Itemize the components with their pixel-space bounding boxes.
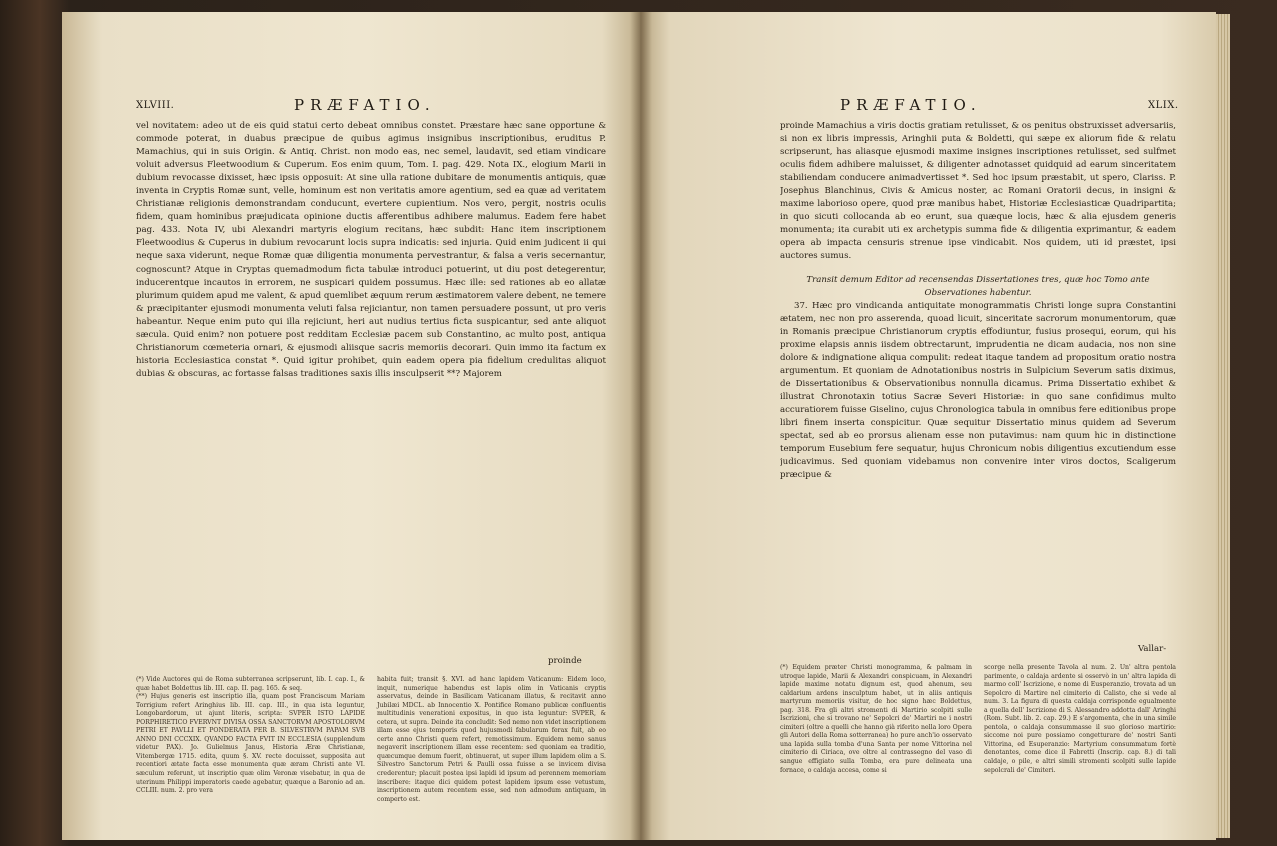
- left-body-text: [136, 120, 606, 656]
- left-footnote-column-1: [136, 676, 365, 828]
- right-footnotes: [780, 664, 1176, 822]
- left-folio: XLVIII.: [136, 100, 175, 111]
- footnote: scorge nella presente Tavola al num. 2. Un' altra pentola parimente, o caldaja ardente si osservò in un' altra lapida di marmo coll' Iscrizione, e nome di Eusperanzio, trovata ad un Sepolcro di Martire nel cimiterio di Calisto, che si vede al num. 3. La figura di questa caldaja corrisponde egualmente a quella dell' Iscrizione di S. Alessandro addotta dall' Aringhi (Rom. Subt. lib. 2. cap. 29.) E s'argomenta, che in una simile pentola, o caldaja consummasse il suo glorioso martirio: siccome noi pure possiamo congetturare de' nostri Santi Vittorina, ed Esuperanzio: Martyrium consummatum fortè denotantes, come dice il Fabretti (Inscrip. cap. 8.) di tali caldaje, o pile, e altri simili stromenti scolpiti sulle lapide sepolcrali de' Cimiteri.: [984, 664, 1176, 774]
- section-subheading: Transit demum Editor ad recensendas Dissertationes tres, quæ hoc Tomo ante Observationes habentur.: [806, 274, 1150, 298]
- right-folio: XLIX.: [1148, 100, 1179, 111]
- page-edges: [1216, 14, 1230, 838]
- left-footnote-column-2: [377, 676, 606, 828]
- left-running-title: PRÆFATIO.: [294, 96, 436, 114]
- book-gutter-shadow: [630, 12, 652, 840]
- right-page: [640, 12, 1216, 840]
- footnote: (*) Equidem præter Christi monogramma, & palmam in utroque lapide, Marii & Alexandri conspicuam, in Alexandri lapide maxime notatu dignum est, quod ahenum, seu caldarium ardens insculptum habet, ut in aliis antiquis martyrum memoriis visitur, de hoc signo hæc Boldettus, pag. 318. Fra gli altri stromenti di Martirio scolpiti sulle Iscrizioni, che si trovano ne' Sepolcri de' Martiri ne i nostri cimiteri (oltre a quelli che hanno già riferito nella loro Opera gli Autori della Roma sotterranea) ho pure anch'io osservato una lapida sulla tomba d'una Santa per nome Vittorina nel cimiterio di Ciriaca, ove oltre al contrassegno del vaso di sangue effigiato sulla Tomba, era pure delineata una fornace, o caldaja accesa, come si: [780, 664, 972, 774]
- left-catchword: proinde: [548, 656, 582, 666]
- footnote: habita fuit; transit §. XVI. ad hanc lapidem Vaticanum: Eidem loco, inquit, numerique habendus est lapis olim in Vaticanis cryptis asservatus, deinde in Basilicam Vaticanam illatus, & recitavit anno Jubilæi MDCL. ab Innocentio X. Pontifice Romano publicæ confluentis multitudinis venerationi expositus, in quo ista leguntur: SVPER, & cetera, ut supra. Deinde ita concludit: Sed nemo non videt inscriptionem illam esse ejus temporis quod hujusmodi fabularum ferax fuit, ab eo certe anno Christi quem refert, remotissimum. Equidem nemo sanus negaverit inscriptionem illam esse recentem: sed quoniam ea traditio, quæcumque demum fuerit, obtinuerat, ut super illum lapidem olim a S. Silvestro Sanctorum Petri & Paulli ossa fuisse a se invicem divisa crederentur; placuit postea ipsi lapidi id ipsum ad perennem memoriam inscribere: itaque dici quidem potest lapidem ipsum esse vetustum, inscriptionem autem recentem esse, sed non admodum antiquam, in comperto est.: [377, 676, 606, 803]
- footnote: (**) Hujus generis est inscriptio illa, quam post Franciscum Mariam Torrigium refert Aringhius lib. III. cap. III., in qua ista leguntur, Longobardorum, ut ajunt literis, scripta: SVPER ISTO LAPIDE PORPHIRETICO FVERVNT DIVISA OSSA SANCTORVM APOSTOLORVM PETRI ET PAVLLI ET PONDERATA PER B. SILVESTRVM PAPAM SVB ANNO DNI CCCXIX. QVANDO FACTA FVIT IN ECCLESIA (supplendum videtur PAX). Jo. Gulielmus Janus, Historia Æræ Christianæ, Vitembergæ 1715. edita, quum §. XV. recte docuisset, supposita aut recentiori ætate facta esse monumenta quæ æram Christi ante VI. sæculum referunt, ut inscriptio quæ olim Veronæ visebatur, in qua de uterinum Philippi imperatoris caede agebatur, quæque a Baronio ad an. CCLIII. num. 2. pro vera: [136, 693, 365, 795]
- left-page: [62, 12, 640, 840]
- right-body-intro: proinde Mamachius a viris doctis gratiam retulisset, & os penitus obstruxisset adversariis, si non ex libris impressis, Aringhii puta & Boldetti, qui sæpe ex aliorum fide & relatu scripserunt, has aliasque ejusmodi maxime insignes inscriptiones retulisset, sed sulfmet oculis fidem adhibere maluisset, & diligenter adnotasset quidquid ad earum sinceritatem stabiliendam conducere animadvertisset *. Sed hoc ipsum præstabit, ut spero, Clariss. P. Josephus Blanchinus, Civis & Amicus noster, ac Romani Oratorii decus, in insigni & maxime laborioso opere, quod præ manibus habet, Historiæ Ecclesiasticæ Quadripartita; in quo sicuti collocanda ab eo erunt, sua quæque locis, hæc & alia ejusdem generis monumenta; ita curabit uti ex archetypis summa fide & diligentia exprimantur, & eadem opera ab impacta censuris strenue ipse vindicabit. Nos quidem, uti id præstet, ipsi auctores sumus.: [780, 121, 1176, 262]
- right-body-text: [780, 120, 1176, 640]
- right-footnote-column-1: [780, 664, 972, 822]
- footnote: (*) Vide Auctores qui de Roma subterranea scripserunt, lib. I. cap. I., & quæ habet Boldettus lib. III. cap. II. pag. 165. & seq.: [136, 676, 365, 692]
- left-footnotes: [136, 676, 606, 828]
- right-body-section: 37. Hæc pro vindicanda antiquitate monogrammatis Christi longe supra Constantini ætatem, nec non pro asserenda, quoad licuit, sinceritate sacrorum monumentorum, quæ in Romanis præcipue Christianorum cryptis effodiuntur, fusius prosequi, eorum, qui his proxime elapsis annis iisdem obtrectarunt, imprudentia ne dicam audacia, nos non sine dolore & indignatione aliqua compulit: redeat itaque tandem ad propositum oratio nostra argumentum. Et quoniam de Adnotationibus nostris in Sulpicium Severum satis diximus, de Dissertationibus & Observationibus nonnulla dicamus. Prima Dissertatio exhibet & illustrat Chronotaxin totius Sacræ Severi Historiæ: in quo sane confidimus multo accuratiorem fuisse Giselino, cujus Chronologica tabula in omnibus fere editionibus prope libri finem inserta conspicitur. Quæ sequitur Dissertatio minus quidem ad Severum spectat, sed ab eo prorsus alienam esse non putavimus: nam quum hic in distinctione temporum Eusebium fere sequatur, hujus Chronicum nobis diligentius excutiendum esse judicavimus. Sed quoniam videbamus non convenire inter viros doctos, Scaligerum præcipue &: [780, 300, 1176, 481]
- right-catchword: Vallar-: [1138, 644, 1167, 654]
- right-footnote-column-2: [984, 664, 1176, 822]
- left-body-paragraph: vel novitatem: adeo ut de eis quid statui certo debeat omnibus constet. Præstare hæc sane opportune & commode poterat, in duabus præcipue de quibus agimus insignibus inscriptionibus, eruditus P. Mamachius, qui in suis Origin. & Antiq. Christ. non modo eas, nec semel, laudavit, sed etiam vindicare voluit adversus Fleetwoodium & Cuperum. Eos enim quum, Tom. I. pag. 429. Nota IX., elogium Marii in dubium revocasse dixisset, hæc ipsis opposuit: At sine ulla ratione dubitare de monumentis antiquis, quæ inventa in Cryptis Romæ sunt, velle, hominum est non veritatis amore agentium, sed ea quæ ad veritatem Christianæ religionis demonstrandam conducunt, evertere cupientium. Nos vero, pergit, nostris oculis fidem, quam hominibus præjudicata opinione ductis afferentibus adhibere malumus. Eadem fere habet pag. 433. Nota IV, ubi Alexandri martyris elogium recitans, hæc subdit: Hanc item inscriptionem Fleetwoodius & Cuperus in dubium revocarunt locis supra indicatis: sed injuria. Quid enim judicent ii qui neque saxa viderunt, neque Romæ quæ diligentia monumenta pervestrantur, & falsa a veris secernantur, cognoscunt? Atque in Cryptas quemadmodum ficta tabulæ introduci potuerint, ut diu post detegerentur, inducerentque incautos in errorem, ne suspicari quidem possumus. Hæc ille: sed rationes ab eo allatæ plurimum quidem apud me valent, & apud quemlibet æquum rerum æstimatorem valere debent, ne temere & præcipitanter ejusmodi monumenta veluti falsa rejiciantur, non tamen persuadere possunt, ut pro veris habeantur. Neque enim puto qui illa rejiciunt, heri aut nudius tertius ficta suspicantur, sed ante aliquot sæcula. Quid enim? non potuere post redditam Ecclesiæ pacem sub Constantino, ac multo post, antiqua Christianorum cœmeteria ornari, & ejusmodi aliisque sacris memoriis decorari. Quin immo ita factum ex historia Ecclesiastica constat *. Quid igitur prohibet, quin eadem opera pia fidelium credulitas aliquot dubias & obscuras, ac fortasse falsas traditiones saxis illis insculpserit **? Majorem: [136, 121, 606, 379]
- right-running-title: PRÆFATIO.: [840, 96, 982, 114]
